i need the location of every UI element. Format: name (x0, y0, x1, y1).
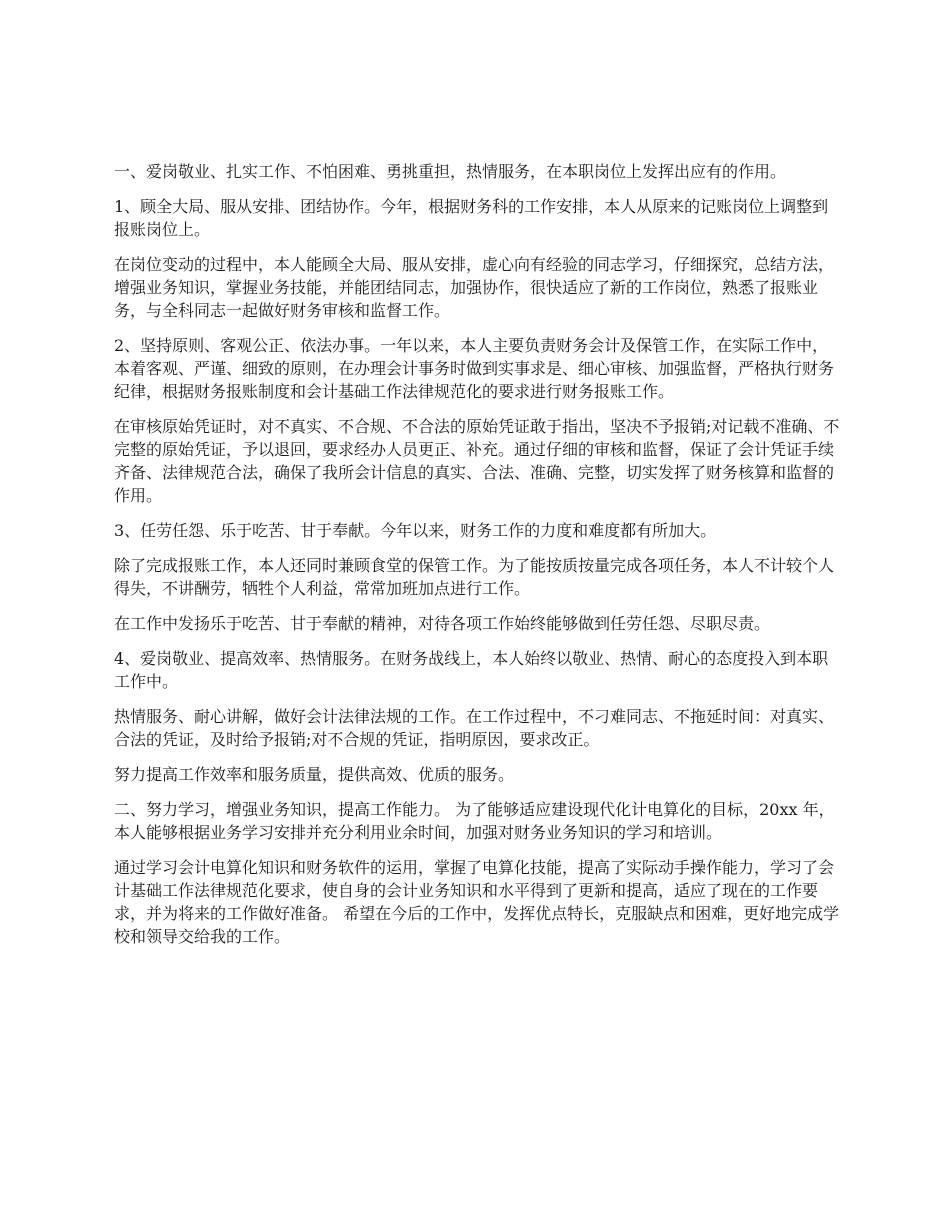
paragraph-item-3: 3、任劳任怨、乐于吃苦、甘于奉献。今年以来，财务工作的力度和难度都有所加大。 (114, 521, 717, 540)
document-body (114, 160, 842, 960)
paragraph-section-one-heading: 一、爱岗敬业、扎实工作、不怕困难、勇挑重担，热情服务，在本职岗位上发挥出应有的作用。 (114, 162, 787, 181)
paragraph: 除了完成报账工作，本人还同时兼顾食堂的保管工作。为了能按质按量完成各项任务，本人不计较个人得失，不讲酬劳，牺牲个人利益，常常加班加点进行工作。 (114, 556, 835, 598)
paragraph-item-2: 2、坚持原则、客观公正、依法办事。一年以来，本人主要负责财务会计及保管工作，在实际工作中，本着客观、严谨、细致的原则，在办理会计事务时做到实事求是、细心审核、加强监督，严格执行财务纪律，根据财务报账制度和会计基础工作法律规范化的要求进行财务报账工作。 (114, 336, 835, 401)
paragraph: 热情服务、耐心讲解，做好会计法律法规的工作。在工作过程中，不刁难同志、不拖延时间：对真实、合法的凭证，及时给予报销;对不合规的凭证，指明原因，要求改正。 (114, 707, 835, 749)
paragraph: 在工作中发扬乐于吃苦、甘于奉献的精神，对待各项工作始终能够做到任劳任怨、尽职尽责。 (114, 614, 771, 633)
paragraph-section-two-heading: 二、努力学习，增强业务知识，提高工作能力。 为了能够适应建设现代化计电算化的目标，20xx 年，本人能够根据业务学习安排并充分利用业余时间，加强对财务业务知识的学习和培训。 (114, 800, 835, 842)
paragraph-item-4: 4、爱岗敬业、提高效率、热情服务。在财务战线上，本人始终以敬业、热情、耐心的态度投入到本职工作中。 (114, 649, 829, 691)
paragraph: 通过学习会计电算化知识和财务软件的运用，掌握了电算化技能，提高了实际动手操作能力，学习了会计基础工作法律规范化要求，使自身的会计业务知识和水平得到了更新和提高，适应了现在的工作要求，并为将来的工作做好准备。 希望在今后的工作中，发挥优点特长，克服缺点和困难，更好地完成学校和领导交给我的工作。 (114, 858, 840, 946)
paragraph-item-1: 1、顾全大局、服从安排、团结协作。今年，根据财务科的工作安排，本人从原来的记账岗位上调整到报账岗位上。 (114, 197, 829, 239)
paragraph: 努力提高工作效率和服务质量，提供高效、优质的服务。 (114, 765, 515, 784)
paragraph: 在审核原始凭证时，对不真实、不合规、不合法的原始凭证敢于指出，坚决不予报销;对记载不准确、不完整的原始凭证，予以退回，要求经办人员更正、补充。通过仔细的审核和监督，保证了会计凭证手续齐备、法律规范合法，确保了我所会计信息的真实、合法、准确、完整，切实发挥了财务核算和监督的作用。 (114, 417, 840, 505)
paragraph: 在岗位变动的过程中，本人能顾全大局、服从安排，虚心向有经验的同志学习，仔细探究，总结方法，增强业务知识，掌握业务技能，并能团结同志，加强协作，很快适应了新的工作岗位，熟悉了报账业务，与全科同志一起做好财务审核和监督工作。 (114, 255, 835, 320)
